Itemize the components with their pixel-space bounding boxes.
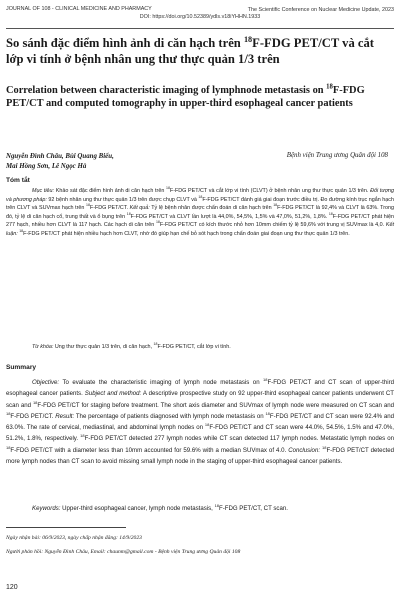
section-heading-tom-tat: Tóm tắt	[6, 177, 30, 184]
affiliation: Bệnh viện Trung ương Quân đội 108	[286, 152, 388, 159]
page-number: 120	[6, 584, 18, 591]
doi-link[interactable]: DOI: https://doi.org/10.52389/ydls.v18iYHHN.1933	[139, 14, 261, 20]
footnote-corresponding-author: Người phản hồi: Nguyễn Đình Châu, Email: chaunm@gmail.com - Bệnh viện Trung ương Quân đội 108	[6, 549, 241, 555]
header-rule	[6, 28, 394, 29]
title-vietnamese: So sánh đặc điểm hình ảnh di căn hạch trên $^{18}$F-FDG PET/CT và cắt lớp vi tính ở bệnh nhân ung thư thực quản 1/3 trên	[6, 34, 374, 66]
keywords-vietnamese: Từ khóa: Ung thư thực quản 1/3 trên, di căn hạch, $^{18}$F-FDG PET/CT, cắt lớp vi tính.	[32, 342, 231, 350]
section-heading-summary: Summary	[6, 364, 37, 371]
keywords-english: Keywords: Upper-third esophageal cancer, lymph node metastasis, $^{18}$F-FDG PET/CT, CT scan.	[32, 502, 288, 512]
authors-line-1: Nguyễn Đình Châu, Bùi Quang Biểu,	[6, 153, 114, 160]
authors-line-2: Mai Hồng Sơn, Lê Ngọc Hà	[6, 163, 87, 170]
abstract-vietnamese: Mục tiêu: Khảo sát đặc điểm hình ảnh di căn hạch trên $^{18}$F-FDG PET/CT và cắt lớp vi tính (CLVT) ở bệnh nhân ung thư thực quản 1/3 trên. Đối tượng và phương pháp: 92 bệnh nhân ung thư thực quản 1/3 trên được chụp CLVT và $^{18}$F-FDG PET/CT đánh giá giai đoạn trước điều trị. Đo đường kính trục ngắn hạch trên CLVT và SUVmax hạch trên $^{18}$F-FDG PET/CT. Kết quả: Tỷ lệ bệnh nhân được chẩn đoán di căn hạch trên $^{18}$F-FDG PET/CT là 92,4% và CLVT là 63%. Trong đó, tỷ lệ di căn hạch cổ, trung thất và ổ bụng trên $^{18}$F-FDG PET/CT và CLVT lần lượt là 44,0%, 54,5%, 1,5% và 47,0%, 51,2%, 1,8%. $^{18}$F-FDG PET/CT phát hiện 277 hạch, nhiều hơn CLVT là 117 hạch. Các hạch di căn trên $^{18}$F-FDG PET/CT có kích thước nhỏ hơn 10mm chiếm tỷ lệ 59,6% với trung vị SUVmax là 4,0. Kết luận: $^{18}$F-FDG PET/CT phát hiện nhiều hạch hơn CLVT, nhờ đó giúp hạn chế bỏ sót hạch trong chẩn đoán giai đoạn ung thư thực quản 1/3 trên.	[6, 186, 395, 237]
footnote-rule	[6, 527, 126, 528]
conference-name: The Scientific Conference on Nuclear Medicine Update, 2023	[247, 7, 394, 13]
running-header	[6, 3, 394, 31]
title-english: Correlation between characteristic imaging of lymphnode metastasis on $^{18}$F-FDG PET/CT and computed tomography in upper-third esophageal cancer patients	[6, 83, 365, 109]
journal-name: JOURNAL OF 108 - CLINICAL MEDICINE AND PHARMACY	[6, 6, 152, 12]
footnote-received-date: Ngày nhận bài: 06/9/2023, ngày chấp nhận đăng: 14/9/2023	[6, 535, 142, 541]
author-list	[6, 152, 206, 172]
abstract-english: Objective: To evaluate the characteristic imaging of lymph node metastasis on $^{18}$F-FDG PET/CT and CT scan of upper-third esophageal cancer patients. Subject and method: A descriptive prospective study on 92 upper-third esophageal cancer patients underwent CT scan and $^{18}$F-FDG PET/CT for staging before treatment. The short axis diameter and SUVmax of lymph node were measured on CT scan and $^{18}$F-FDG PET/CT. Result: The percentage of patients diagnosed with lymph node metastasis on $^{18}$F-FDG PET/CT and CT scan were 92.4% and 63.0%. The rate of cervical, mediastinal, and abdominal lymph nodes on $^{18}$F-FDG PET/CT and CT scan were 44.0%, 54.5%, 1.5% and 47.0%, 51.2%, 1.8%, respectively. $^{18}$F-FDG PET/CT detected 277 lymph nodes while CT scan detected 117 lymph nodes. Metastatic lymph nodes on $^{18}$F-FDG PET/CT with a diameter less than 10mm accounted for 59.6% with a median SUVmax of 4.0. Conclusion: $^{18}$F-FDG PET/CT detected more lymph nodes than CT scan to avoid missing small lymph node in the staging of upper-third esophageal cancer patients.	[6, 376, 395, 466]
